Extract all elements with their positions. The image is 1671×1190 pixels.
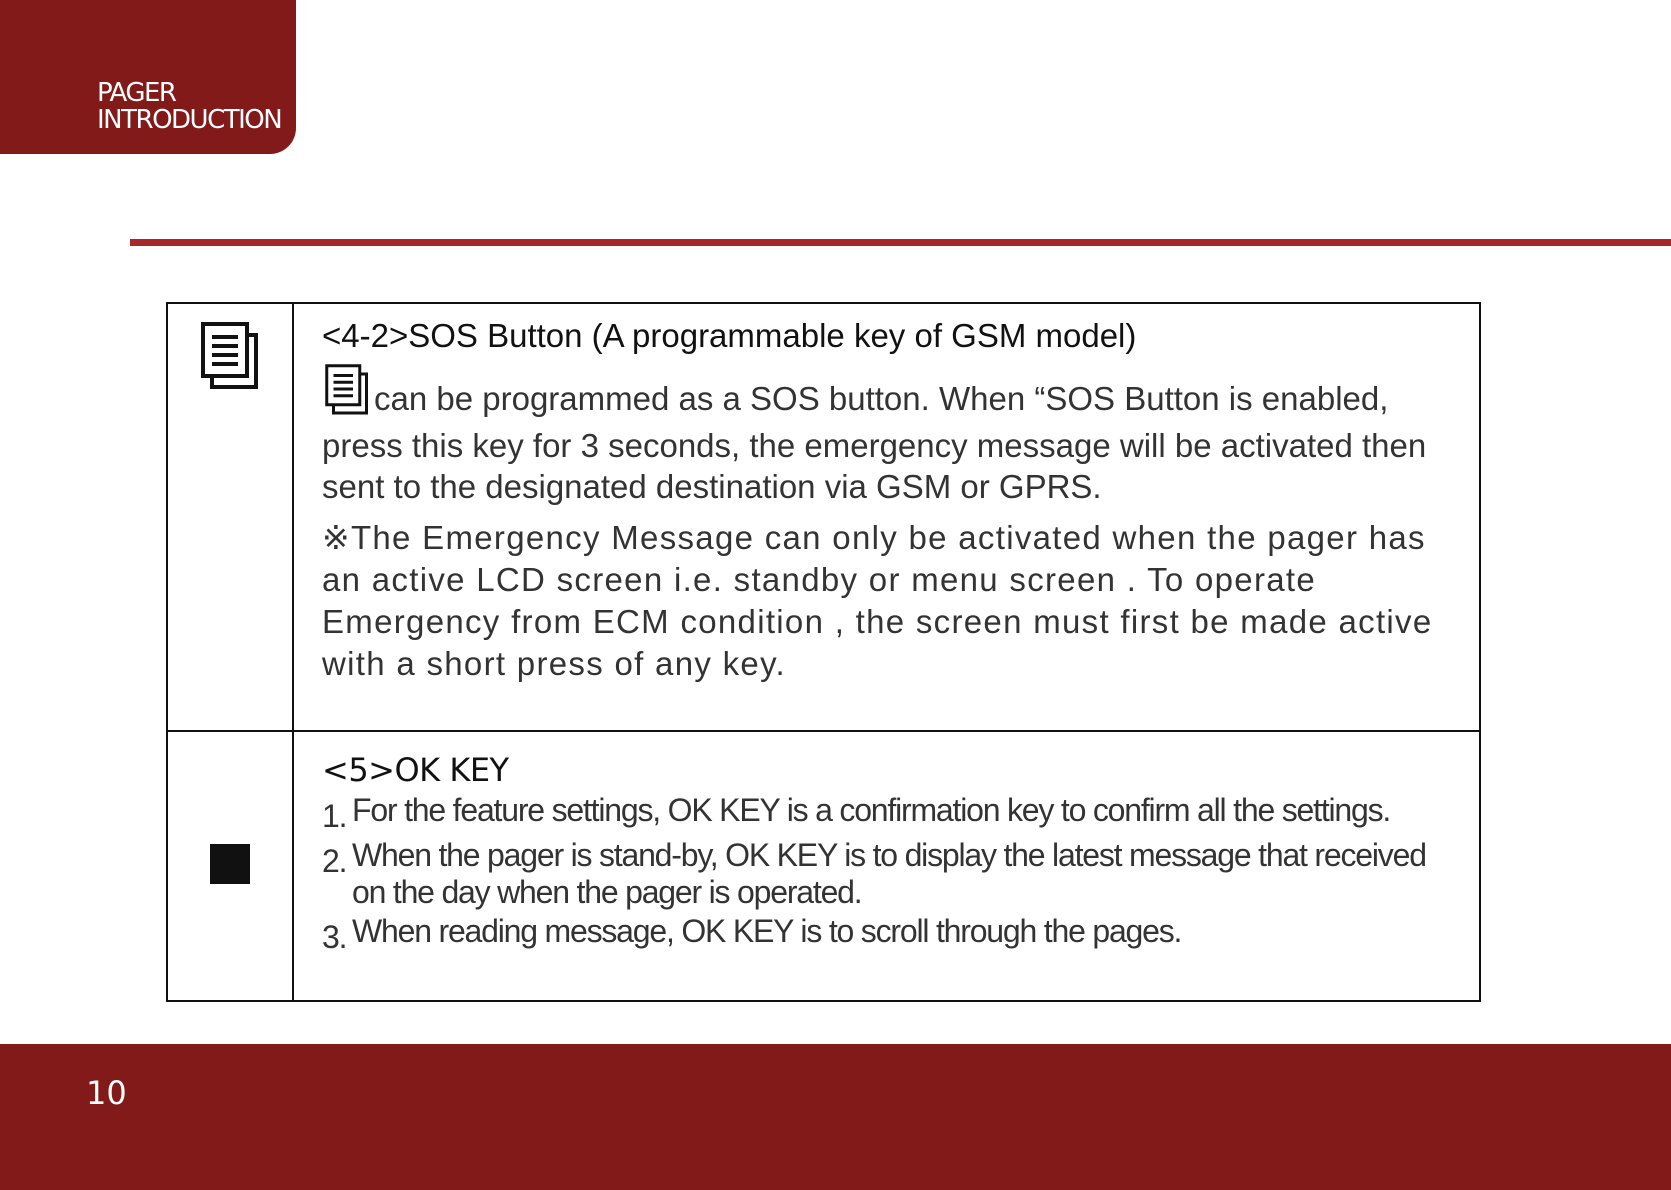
list-item (322, 792, 1449, 835)
footer-bar (0, 1044, 1671, 1190)
table-row (167, 303, 1480, 731)
description-cell (293, 731, 1480, 1001)
document-lines-icon (322, 362, 372, 425)
sos-button-heading: <4-2>SOS Button (A programmable key of GSM model) (322, 317, 1137, 354)
list-item-number: 2. (322, 843, 347, 879)
list-item-number: 1. (322, 798, 347, 834)
emergency-note: ※The Emergency Message can only be activated when the pager has an active LCD screen i.e. standby or menu screen . To operate Emergency from ECM condition , the screen must first be made active with a short press of any key. (322, 519, 1433, 682)
icon-cell (167, 303, 293, 731)
list-item-text: For the feature settings, OK KEY is a confirmation key to confirm all the settings. (352, 792, 1391, 828)
list-item-text: When reading message, OK KEY is to scroll through the pages. (352, 913, 1182, 949)
icon-cell (167, 731, 293, 1001)
key-description-table (166, 302, 1481, 1002)
description-cell (293, 303, 1480, 731)
stop-square-icon (210, 844, 250, 884)
divider-rule (130, 239, 1671, 246)
sos-button-description-text: can be programmed as a SOS button. When “SOS Button is enabled, press this key for 3 seconds, the emergency message will be activated then sent to the designated destination via GSM or GPRS. (322, 380, 1427, 505)
list-item (322, 913, 1449, 956)
section-title-line2: INTRODUCTION (97, 105, 282, 135)
list-item-number: 3. (322, 919, 347, 955)
list-item-text: When the pager is stand-by, OK KEY is to display the latest message that received on the day when the pager is operated. (352, 837, 1426, 910)
list-item (322, 837, 1449, 911)
document-lines-icon (198, 319, 262, 391)
section-title-line1: PAGER (97, 78, 176, 108)
table-row (167, 731, 1480, 1001)
section-title (97, 80, 281, 134)
section-tab (0, 0, 296, 154)
sos-button-description (322, 362, 1449, 507)
ok-key-heading: <5>OK KEY (322, 751, 509, 789)
page-number: 10 (86, 1074, 127, 1112)
